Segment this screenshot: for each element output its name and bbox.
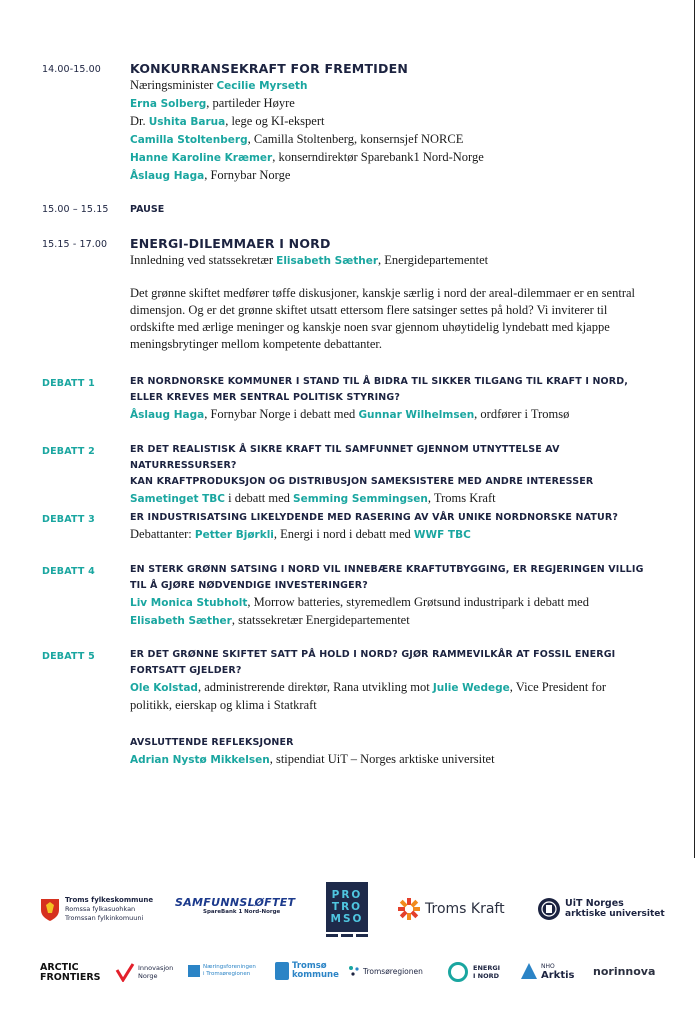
speaker-name: Petter Bjørkli xyxy=(194,529,274,541)
debatt-participants: politikk, eierskap og klima i Statkraft xyxy=(130,698,317,712)
session-1-time: 14.00-15.00 xyxy=(42,64,101,75)
debatt-question: ELLER KREVES MER SENTRAL POLITISK STYRING? xyxy=(130,392,400,403)
uit-emblem-icon xyxy=(537,897,561,921)
debatt-5 xyxy=(130,647,650,714)
speaker-name: Sametinget TBC xyxy=(130,493,225,505)
troms-kraft-logo: Troms Kraft xyxy=(397,897,505,921)
norinnova-logo: norinnova xyxy=(593,965,656,978)
arctic-frontiers-logo: ARCTIC FRONTIERS xyxy=(40,962,101,983)
session-2-time: 15.15 - 17.00 xyxy=(42,239,108,250)
debatt-question: ER NORDNORSKE KOMMUNER I STAND TIL Å BIDRA TIL SIKKER TILGANG TIL KRAFT I NORD, xyxy=(130,376,629,387)
speaker-name: Cecilie Myrseth xyxy=(216,80,308,92)
debatt-question: ER DET GRØNNE SKIFTET SATT PÅ HOLD I NORD? GJØR RAMMEVILKÅR AT FOSSIL ENERGI xyxy=(130,649,616,660)
speaker-name: Adrian Nystø Mikkelsen xyxy=(130,754,270,766)
debatt-participants: Debattanter: Petter Bjørkli, Energi i nord i debatt med WWF TBC xyxy=(130,527,471,541)
uit-logo: UiT Norges arktiske universitet xyxy=(537,897,665,921)
speaker-name: Erna Solberg xyxy=(130,98,207,110)
speaker-name: Julie Wedege xyxy=(432,682,510,694)
debatt-question: TIL Å GJØRE NØDVENDIGE INVESTERINGER? xyxy=(130,580,368,591)
debatt-5-label: DEBATT 5 xyxy=(42,651,95,662)
speaker-line: Hanne Karoline Kræmer, konserndirektør Sparebank1 Nord-Norge xyxy=(130,150,484,164)
closing xyxy=(130,735,650,769)
troms-fylkeskommune-logo: Troms fylkeskommune Romssa fylkasuohkan Tromssan fylkinkomuuni xyxy=(40,896,153,923)
pause-time: 15.00 – 15.15 xyxy=(42,204,109,215)
speaker-name: WWF TBC xyxy=(413,529,471,541)
debatt-question: ER DET REALISTISK Å SIKRE KRAFT TIL SAMFUNNET GJENNOM UTNYTTELSE AV NATURRESSURSER? xyxy=(130,444,560,471)
speaker-line: Erna Solberg, partileder Høyre xyxy=(130,96,295,110)
debatt-2-label: DEBATT 2 xyxy=(42,446,95,457)
nho-arktis-icon xyxy=(520,962,538,980)
speaker-name: Elisabeth Sæther xyxy=(276,255,379,267)
debatt-question: EN STERK GRØNN SATSING I NORD VIL INNEBÆRE KRAFTUTBYGGING, ER REGJERINGEN VILLIG xyxy=(130,564,644,575)
speaker-line: Næringsminister Cecilie Myrseth xyxy=(130,78,308,92)
debatt-3 xyxy=(130,510,650,544)
tromso-kommune-logo: Tromsø kommune xyxy=(275,962,339,980)
session-1-title: KONKURRANSEKRAFT FOR FREMTIDEN xyxy=(130,61,408,76)
speaker-name: Hanne Karoline Kræmer xyxy=(130,152,273,164)
debatt-2 xyxy=(130,442,650,508)
debatt-question: ER INDUSTRISATSING LIKELYDENDE MED RASERING AV VÅR UNIKE NORDNORSKE NATUR? xyxy=(130,512,618,523)
speaker-name: Åslaug Haga xyxy=(130,409,205,421)
session-2-title: ENERGI-DILEMMAER I NORD xyxy=(130,236,331,251)
speaker-name: Gunnar Wilhelmsen xyxy=(358,409,475,421)
speaker-name: Liv Monica Stubholt xyxy=(130,597,248,609)
samfunnsloftet-logo: SAMFUNNSLØFTET SpareBank 1 Nord-Norge xyxy=(175,896,296,915)
debatt-4-label: DEBATT 4 xyxy=(42,566,95,577)
speaker-line: Dr. Ushita Barua, lege og KI-ekspert xyxy=(130,114,325,128)
speaker-name: Camilla Stoltenberg xyxy=(130,134,248,146)
debatt-question: KAN KRAFTPRODUKSJON OG DISTRIBUSJON SAMEKSISTERE MED ANDRE INTERESSER xyxy=(130,476,594,487)
tromso-kommune-shield-icon xyxy=(275,962,289,980)
debatt-1 xyxy=(130,374,650,424)
tromsoregionen-icon xyxy=(348,965,360,977)
debatt-participants: Liv Monica Stubholt, Morrow batteries, styremedlem Grøtsund industripark i debatt med xyxy=(130,595,589,609)
naeringsforeningen-icon xyxy=(188,965,200,977)
speaker-name: Åslaug Haga xyxy=(130,170,205,182)
debatt-participants: Elisabeth Sæther, statssekretær Energidepartementet xyxy=(130,613,410,627)
coat-of-arms-icon xyxy=(40,898,60,922)
speaker-line: Camilla Stoltenberg, Camilla Stoltenberg, konsernsjef NORCE xyxy=(130,132,464,146)
speaker-name: Ushita Barua xyxy=(148,116,226,128)
intro-line: Innledning ved statssekretær Elisabeth Sæther, Energidepartementet xyxy=(130,253,489,267)
debatt-1-label: DEBATT 1 xyxy=(42,378,95,389)
closing-speaker: Adrian Nystø Mikkelsen, stipendiat UiT – Norges arktiske universitet xyxy=(130,752,495,766)
nho-arktis-logo: NHO Arktis xyxy=(520,962,574,980)
speaker-line: Åslaug Haga, Fornybar Norge xyxy=(130,168,291,182)
debatt-participants: Åslaug Haga, Fornybar Norge i debatt med Gunnar Wilhelmsen, ordfører i Tromsø xyxy=(130,407,570,421)
debatt-question: FORTSATT GJELDER? xyxy=(130,665,242,676)
debatt-3-label: DEBATT 3 xyxy=(42,514,95,525)
debatt-4 xyxy=(130,562,650,630)
speaker-name: Ole Kolstad xyxy=(130,682,198,694)
page-edge-rule xyxy=(694,0,695,858)
troms-kraft-star-icon xyxy=(397,897,421,921)
innovasjon-norge-logo: Innovasjon Norge xyxy=(115,962,173,982)
closing-title: AVSLUTTENDE REFLEKSJONER xyxy=(130,737,294,748)
naeringsforeningen-logo: Næringsforeningen i Tromsøregionen xyxy=(188,964,256,978)
session-2 xyxy=(130,235,650,353)
energi-i-nord-ring-icon xyxy=(447,961,469,983)
debatt-participants: Sametinget TBC i debatt med Semming Semmingsen, Troms Kraft xyxy=(130,491,496,505)
speaker-name: Elisabeth Sæther xyxy=(130,615,232,627)
debatt-participants: Ole Kolstad, administrerende direktør, Rana utvikling mot Julie Wedege, Vice President for xyxy=(130,680,606,694)
session-2-description: Det grønne skiftet medfører tøffe diskusjoner, kanskje særlig i nord der areal-dilemmaer er en sentral dimensjon. Og er det grønne skiftet utsatt ettersom flere satsinger settes på hold? Vi inviterer til ordskifte med ærlige meninger og kanskje noen svar gjennom uhøytidelig lyndebatt med kjappe meningsbrytinger mellom kompetente debattanter. xyxy=(130,286,635,351)
innovasjon-norge-icon xyxy=(115,962,135,982)
pro-tromso-logo: PRO TRO MSO xyxy=(326,882,368,932)
pause-label: PAUSE xyxy=(130,204,165,215)
energi-i-nord-logo: ENERGI I NORD xyxy=(447,961,500,983)
tromsoregionen-logo: Tromsøregionen xyxy=(348,965,423,977)
pro-tromso-underline xyxy=(326,934,368,937)
speaker-name: Semming Semmingsen xyxy=(293,493,428,505)
